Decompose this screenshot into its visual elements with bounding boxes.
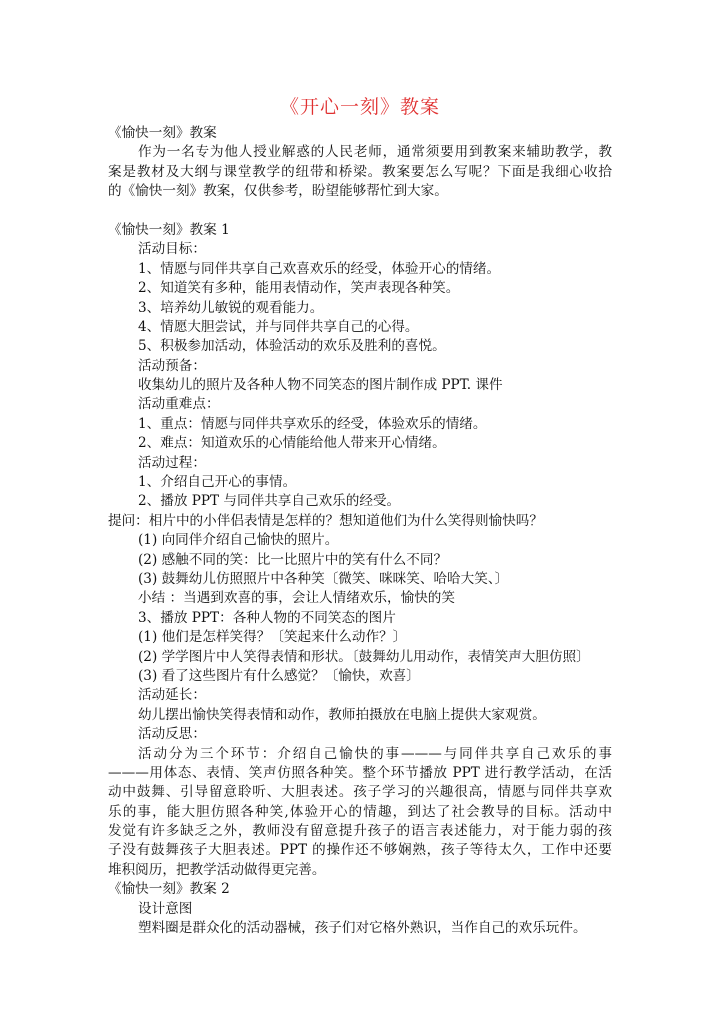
blank-line (108, 202, 612, 221)
plan1-line: 活动目标： (138, 241, 206, 258)
plan1-line: 1、介绍自己开心的事情。 (138, 474, 297, 491)
plan1-line: 1、重点：情愿与同伴共享欢乐的经受，体验欢乐的情绪。 (138, 415, 487, 432)
plan1-heading: 《愉快一刻》教案 1 (108, 221, 230, 238)
plan1-line: (3) 看了这些图片有什么感觉？〔愉快，欢喜〕 (138, 667, 420, 684)
plan1-line: 活动反思： (138, 726, 206, 743)
plan1-line: 小结 ：当遇到欢喜的事，会让人情绪欢乐，愉快的笑 (138, 590, 455, 607)
plan1-line: 活动过程： (138, 454, 206, 471)
plan1-line: 5、积极参加活动，体验活动的欢乐及胜利的喜悦。 (138, 338, 446, 355)
plan2-subheading: 设计意图 (138, 900, 193, 917)
reflection-line: 活动分为三个环节：介绍自己愉快的事———与同伴共享自己欢乐的事 (138, 745, 612, 762)
plan1-line: (2) 感触不同的笑：比一比照片中的笑有什么不同？ (138, 551, 448, 568)
reflection-line: 子没有鼓舞孩子大胆表述。PPT 的操作还不够娴熟，孩子等待太久，工作中还要 (108, 842, 612, 859)
reflection-line: ———用体态、表情、笑声仿照各种笑。整个环节播放 PPT 进行教学活动，在活 (108, 764, 612, 781)
plan1-line: 活动重难点： (138, 396, 220, 413)
plan1-line: 1、情愿与同伴共享自己欢喜欢乐的经受，体验开心的情绪。 (138, 260, 501, 277)
plan1-line: 3、播放 PPT：各种人物的不同笑态的图片 (138, 609, 396, 626)
document-title: 《开心一刻》教案 (279, 96, 440, 118)
plan1-line: 提问：相片中的小伴侣表情是怎样的？想知道他们为什么笑得则愉快吗？ (108, 512, 543, 529)
plan2-line: 塑料圈是群众化的活动器械，孩子们对它格外熟识，当作自己的欢乐玩件。 (138, 920, 587, 937)
document-body (108, 124, 612, 938)
plan1-line: 4、情愿大胆尝试，并与同伴共享自己的心得。 (138, 318, 419, 335)
reflection-line: 乐的事，能大胆仿照各种笑,体验开心的情趣，到达了社会教导的目标。活动中 (108, 803, 612, 820)
plan1-line: 幼儿摆出愉快笑得表情和动作，教师拍摄放在电脑上提供大家观赏。 (138, 706, 546, 723)
plan1-line: 活动预备： (138, 357, 206, 374)
plan1-line: (3) 鼓舞幼儿仿照照片中各种笑〔微笑、咪咪笑、哈哈大笑、〕 (138, 570, 509, 587)
plan1-line: 2、播放 PPT 与同伴共享自己欢乐的经受。 (138, 493, 401, 510)
intro-line: 的《愉快一刻》教案，仅供参考，盼望能够帮忙到大家。 (108, 183, 448, 200)
plan1-line: 2、难点：知道欢乐的心情能给他人带来开心情绪。 (138, 435, 446, 452)
intro-paragraph (108, 143, 612, 201)
reflection-line: 发觉有许多缺乏之外，教师没有留意提升孩子的语言表述能力，对于能力弱的孩 (108, 823, 612, 840)
intro-heading: 《愉快一刻》教案 (108, 125, 217, 141)
plan1-line: (1) 向同伴介绍自己愉快的照片。 (138, 532, 339, 549)
plan1-line: (2) 学学图片中人笑得表情和形状。〔鼓舞幼儿用动作，表情笑声大胆仿照〕 (138, 648, 590, 665)
reflection-line: 动中鼓舞、引导留意聆听、大胆表述。孩子学习的兴趣很高，情愿与同伴共享欢 (108, 784, 612, 801)
intro-line: 案是教材及大纲与课堂教学的纽带和桥梁。教案要怎么写呢？下面是我细心收拾 (108, 163, 612, 180)
plan1-line: (1) 他们是怎样笑得？〔笑起来什么动作？〕 (138, 629, 407, 646)
plan1-line: 2、知道笑有多种，能用表情动作，笑声表现各种笑。 (138, 280, 460, 297)
plan2-heading: 《愉快一刻》教案 2 (108, 881, 230, 898)
reflection-line: 堆积阅历，把教学活动做得更完善。 (108, 861, 326, 878)
reflection-paragraph (108, 745, 612, 881)
plan1-line: 收集幼儿的照片及各种人物不同笑态的图片制作成 PPT. 课件 (138, 377, 503, 394)
intro-line: 作为一名专为他人授业解惑的人民老师，通常须要用到教案来辅助教学，教 (138, 144, 612, 161)
plan1-line: 3、培养幼儿敏锐的观看能力。 (138, 299, 324, 316)
plan1-line: 活动延长： (138, 687, 206, 704)
